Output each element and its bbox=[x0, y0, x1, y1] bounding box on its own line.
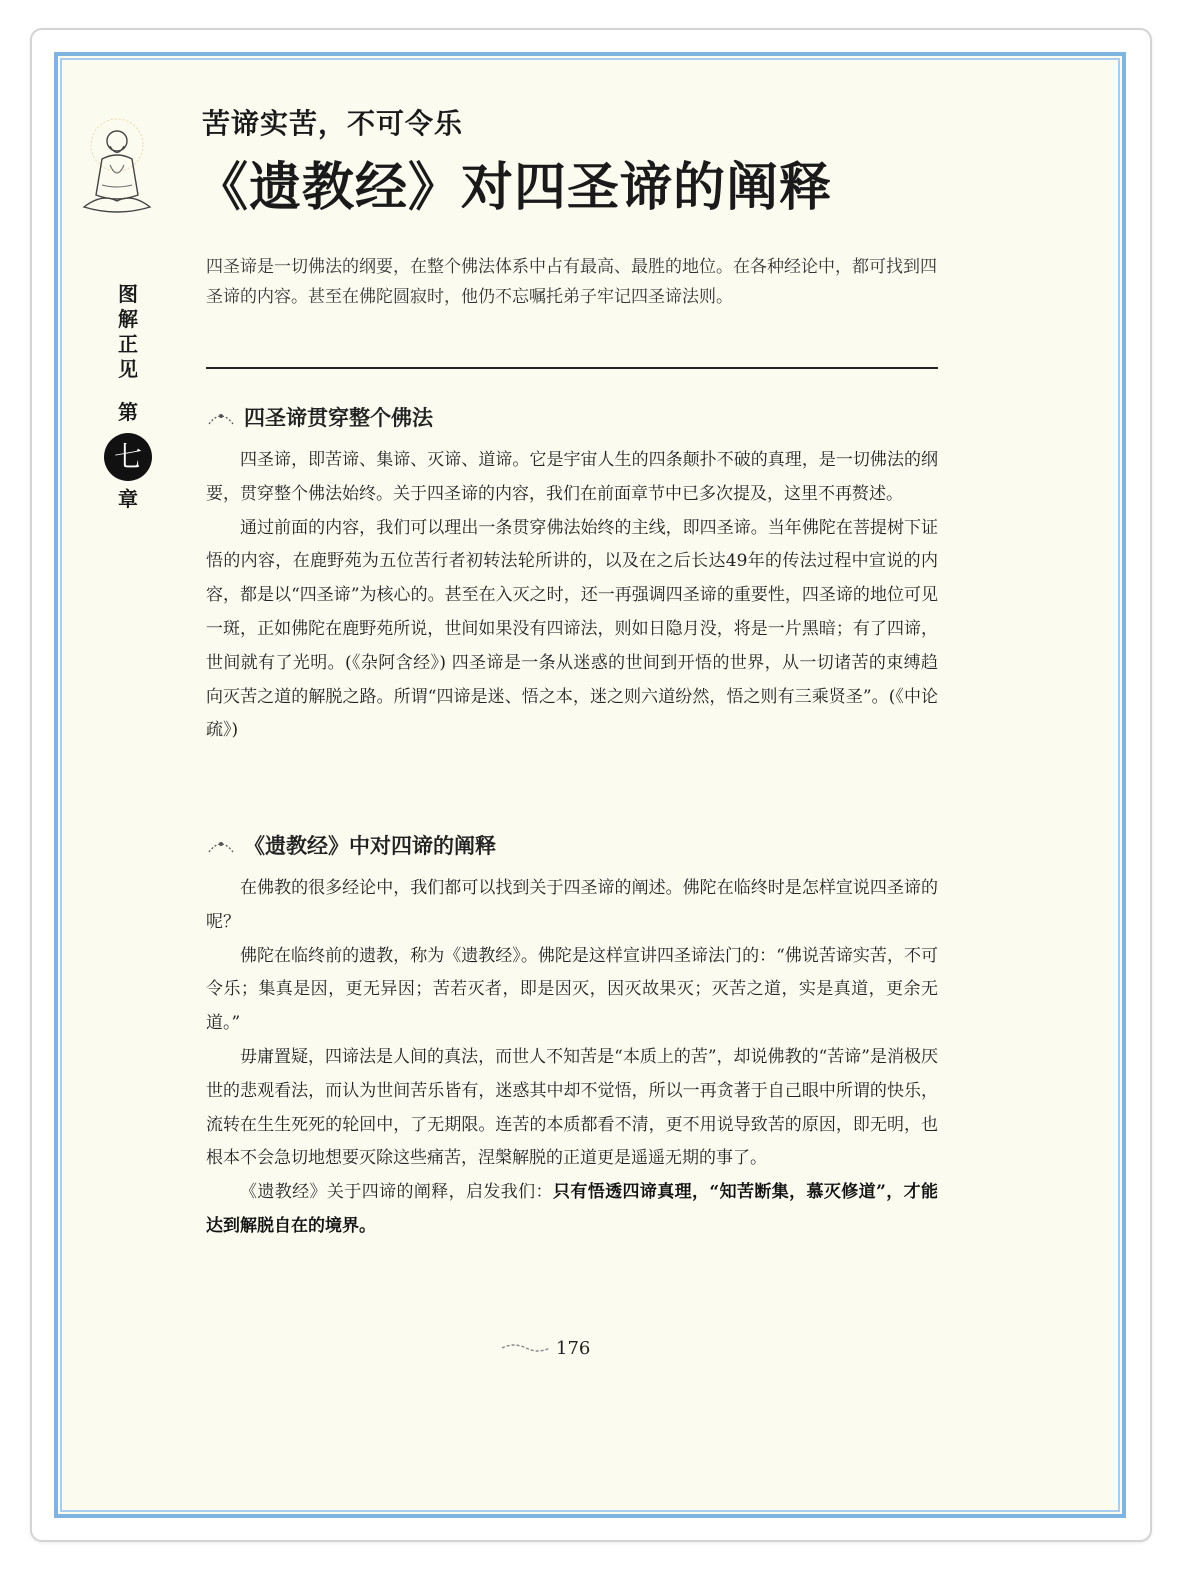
book-title-char: 正 bbox=[118, 332, 138, 356]
paragraph: 通过前面的内容，我们可以理出一条贯穿佛法始终的主线，即四圣谛。当年佛陀在菩提树下证悟的内容，在鹿野苑为五位苦行者初转法轮所讲的，以及在之后长达49年的传法过程中宣说的内容，都是以“四圣谛”为核心的。甚至在入灭之时，还一再强调四圣谛的重要性，四圣谛的地位可见一斑，正如佛陀在鹿野苑所说，世间如果没有四谛法，则如日隐月没，将是一片黑暗；有了四谛，世间就有了光明。(《杂阿含经》) 四圣谛是一条从迷惑的世间到开悟的世界，从一切诸苦的束缚趋向灭苦之道的解脱之路。所谓“四谛是迷、悟之本，迷之则六道纷然，悟之则有三乘贤圣”。(《中论疏》) bbox=[206, 517, 938, 741]
section-body-1 bbox=[206, 444, 938, 748]
book-title-char: 解 bbox=[118, 307, 138, 331]
final-paragraph bbox=[206, 1176, 938, 1244]
lotus-ornament-icon bbox=[206, 406, 236, 428]
page-title: 《遗教经》对四圣谛的阐释 bbox=[196, 158, 833, 218]
book-title-char: 见 bbox=[118, 357, 138, 381]
footer-ornament-icon bbox=[500, 1341, 552, 1355]
page-number: 176 bbox=[556, 1337, 591, 1359]
chapter-number-badge: 七 bbox=[104, 433, 152, 481]
section-title-1: 四圣谛贯穿整个佛法 bbox=[244, 405, 433, 430]
section-body-2 bbox=[206, 872, 938, 1244]
chapter-suffix: 章 bbox=[118, 487, 138, 511]
divider bbox=[206, 367, 938, 369]
page-footer bbox=[500, 1336, 600, 1360]
page-subtitle: 苦谛实苦，不可令乐 bbox=[202, 107, 464, 140]
section-heading bbox=[206, 402, 433, 432]
intro-paragraph: 四圣谛是一切佛法的纲要，在整个佛法体系中占有最高、最胜的地位。在各种经论中，都可找到四圣谛的内容。甚至在佛陀圆寂时，他仍不忘嘱托弟子牢记四圣谛法则。 bbox=[206, 257, 937, 307]
chapter-prefix: 第 bbox=[118, 400, 138, 424]
chapter-sidebar bbox=[98, 282, 158, 512]
lotus-ornament-icon bbox=[206, 834, 236, 856]
paragraph: 佛陀在临终前的遗教，称为《遗教经》。佛陀是这样宣讲四圣谛法门的：“佛说苦谛实苦，不可令乐；集真是因，更无异因；苦若灭者，即是因灭，因灭故果灭；灭苦之道，实是真道，更余无道。” bbox=[206, 945, 938, 1034]
section-heading bbox=[206, 830, 496, 860]
paragraph: 四圣谛，即苦谛、集谛、灭谛、道谛。它是宇宙人生的四条颠扑不破的真理，是一切佛法的纲要，贯穿整个佛法始终。关于四圣谛的内容，我们在前面章节中已多次提及，这里不再赘述。 bbox=[206, 450, 938, 504]
paragraph: 在佛教的很多经论中，我们都可以找到关于四圣谛的阐述。佛陀在临终时是怎样宣说四圣谛的呢？ bbox=[206, 878, 938, 932]
monk-figure-icon bbox=[72, 115, 162, 225]
final-lead: 《遗教经》关于四谛的阐释，启发我们： bbox=[240, 1182, 553, 1203]
final-emphasis: 只有悟透四谛真理，“知苦断集，慕灭修道”，才能达到解脱自在的境界。 bbox=[206, 1182, 938, 1236]
section-title-2: 《遗教经》中对四谛的阐释 bbox=[244, 833, 496, 858]
paragraph: 毋庸置疑，四谛法是人间的真法，而世人不知苦是“本质上的苦”，却说佛教的“苦谛”是消极厌世的悲观看法，而认为世间苦乐皆有，迷惑其中却不觉悟，所以一再贪著于自己眼中所谓的快乐，流转在生生死死的轮回中，了无期限。连苦的本质都看不清，更不用说导致苦的原因，即无明，也根本不会急切地想要灭除这些痛苦，涅槃解脱的正道更是遥遥无期的事了。 bbox=[206, 1046, 938, 1169]
book-title-char: 图 bbox=[118, 282, 138, 306]
